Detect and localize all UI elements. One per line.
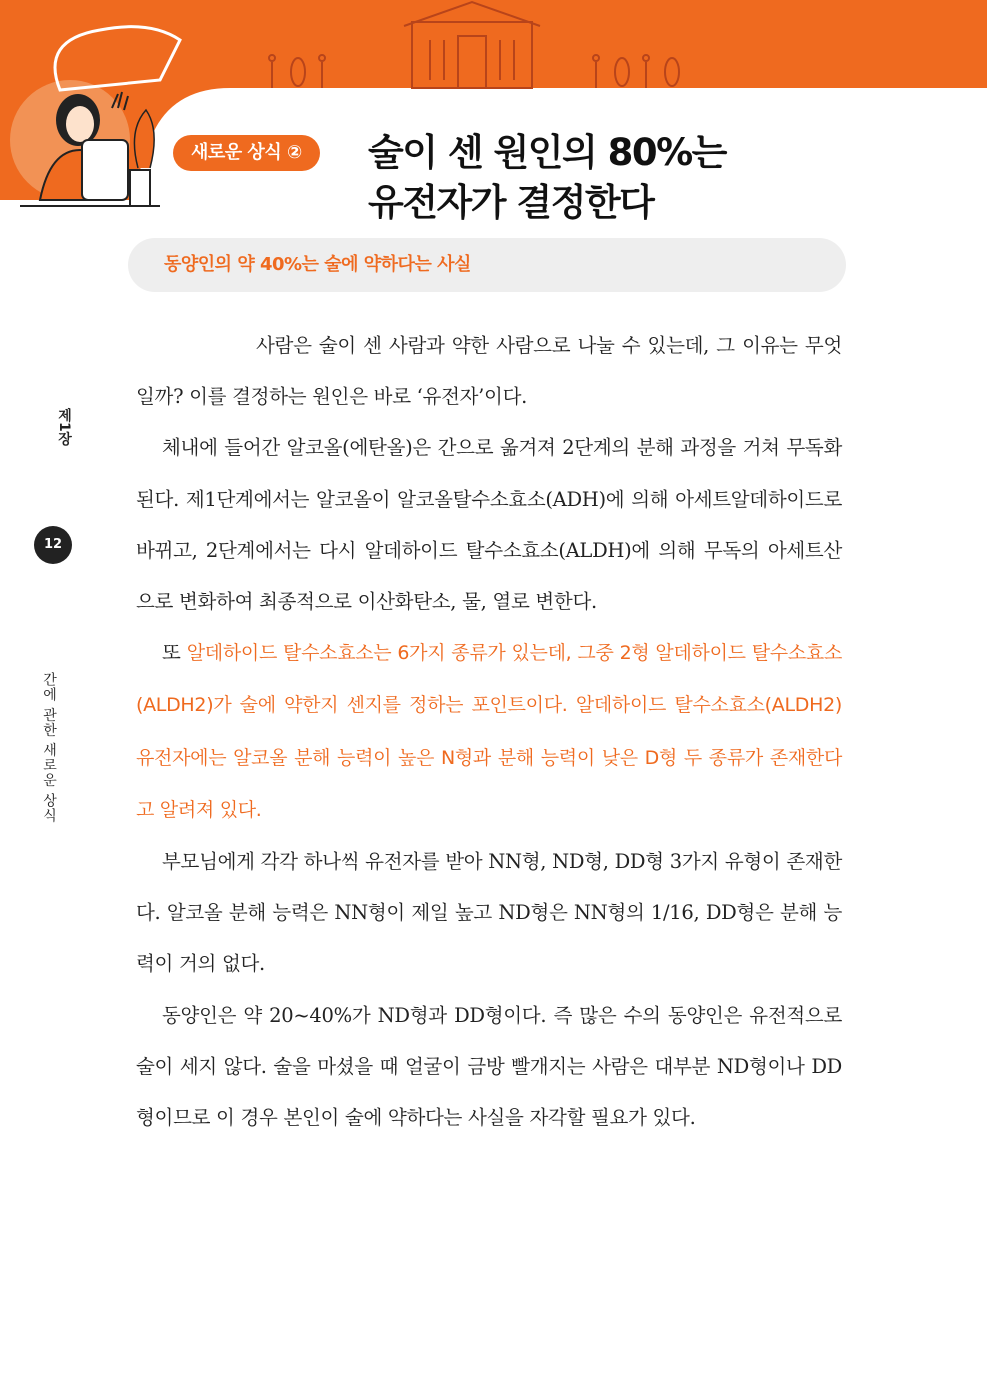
paragraph-1: 사람은 술이 센 사람과 약한 사람으로 나눌 수 있는데, 그 이유는 무엇일까? 이를 결정하는 원인은 바로 ‘유전자’이다.: [136, 334, 842, 409]
woman-computer-illustration: [0, 0, 300, 230]
section-badge: 새로운 상식 ②: [173, 135, 320, 171]
page-number-badge: 12: [34, 526, 72, 564]
body-text: [136, 320, 842, 1143]
page-title: [368, 128, 928, 228]
title-line-2: 유전자가 결정한다: [368, 181, 654, 224]
paragraph-2: 체내에 들어간 알코올(에탄올)은 간으로 옮겨져 2단계의 분해 과정을 거쳐 무독화된다. 제1단계에서는 알코올이 알코올탈수소효소(ADH)에 의해 아세트알데하이드로 바뀌고, 2단계에서는 다시 알데하이드 탈수소효소(ALDH)에 의해 무독의 아세트산으로 변화하여 최종적으로 이산화탄소, 물, 열로 변한다.: [136, 436, 842, 614]
book-title-vertical: 간에 관한 새로운 상식: [41, 672, 57, 824]
chapter-label: 제1장: [56, 408, 72, 446]
paragraph-3-lead: 또: [162, 641, 187, 665]
subtitle: 동양인의 약 40%는 술에 약하다는 사실: [164, 254, 471, 275]
title-line-1: 술이 센 원인의 80%는: [368, 131, 726, 174]
paragraph-5: 동양인은 약 20~40%가 ND형과 DD형이다. 즉 많은 수의 동양인은 유전적으로 술이 세지 않다. 술을 마셨을 때 얼굴이 금방 빨개지는 사람은 대부분 ND형이나 DD형이므로 이 경우 본인이 술에 약하다는 사실을 자각할 필요가 있다.: [136, 1003, 842, 1130]
paragraph-3: [136, 627, 842, 836]
highlighted-text: 알데하이드 탈수소효소는 6가지 종류가 있는데, 그중 2형 알데하이드 탈수소효소(ALDH2)가 술에 약한지 센지를 정하는 포인트이다. 알데하이드 탈수소효소(ALDH2) 유전자에는 알코올 분해 능력이 높은 N형과 분해 능력이 낮은 D형 두 종류가 존재한다고 알려져 있다.: [136, 642, 843, 821]
paragraph-4: 부모님에게 각각 하나씩 유전자를 받아 NN형, ND형, DD형 3가지 유형이 존재한다. 알코올 분해 능력은 NN형이 제일 높고 ND형은 NN형의 1/16, DD형은 분해 능력이 거의 없다.: [136, 850, 842, 976]
